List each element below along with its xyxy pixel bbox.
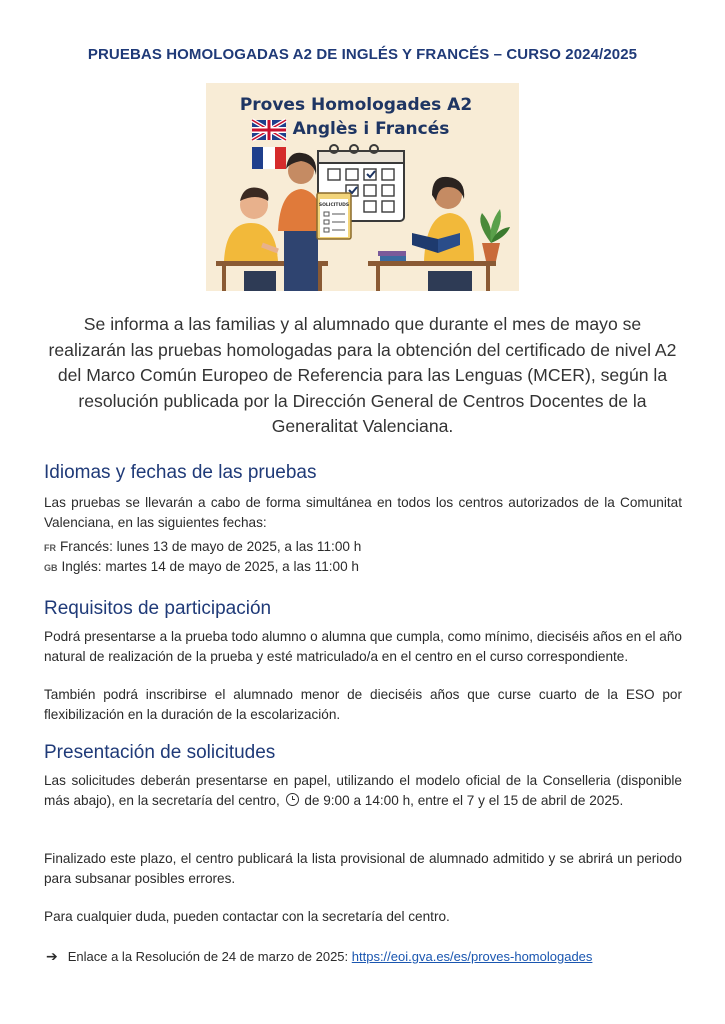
section-title-solicitudes: Presentación de solicitudes: [44, 742, 276, 763]
page-title: PRUEBAS HOMOLOGADAS A2 DE INGLÉS Y FRANCÉS – CURSO 2024/2025: [87, 46, 638, 63]
section-title-idiomas: Idiomas y fechas de las pruebas: [44, 462, 317, 483]
gb-flag-icon: GB: [44, 563, 58, 573]
illustration: [206, 83, 519, 291]
resolution-link[interactable]: https://eoi.gva.es/es/proves-homologades: [351, 949, 593, 964]
solicitudes-text-before: Las solicitudes deberán presentarse en papel, utilizando el modelo oficial de la Conselleria (disponible más abajo), en la secretaría del centro,: [44, 773, 682, 808]
france-flag-icon: [252, 147, 286, 169]
illustration-heading-1: Proves Homologades A2: [239, 95, 473, 115]
clock-icon: [286, 793, 299, 806]
resolution-link-text: Enlace a la Resolución de 24 de marzo de 2025:: [67, 949, 352, 964]
illustration-heading-2: Anglès i Francés: [292, 119, 450, 139]
idiomas-text: Las pruebas se llevarán a cabo de forma simultánea en todos los centros autorizados de la Comunitat Valenciana, en las siguientes fechas:: [44, 495, 682, 530]
solicitudes-text-1: [44, 771, 682, 810]
solicitudes-text-2: Finalizado este plazo, el centro publicará la lista provisional de alumnado admitido y se abrirá un periodo para subsanar posibles errores.: [44, 851, 682, 886]
right-table: [368, 261, 496, 266]
section-title-requisitos: Requisitos de participación: [44, 598, 272, 619]
solicitudes-text-after: de 9:00 a 14:00 h, entre el 7 y el 15 de abril de 2025.: [304, 792, 624, 808]
resolution-link-line: [46, 948, 592, 965]
date-french: [44, 539, 361, 554]
fr-flag-icon: FR: [44, 543, 56, 553]
intro-paragraph: Se informa a las familias y al alumnado que durante el mes de mayo se realizarán las pruebas homologadas para la obtención del certificado de nivel A2 del Marco Común Europeo de Referencia para las Lenguas (MCER), según la resolución publicada por la Dirección General de Centros Docentes de la Generalitat Valenciana.: [48, 314, 677, 436]
clipboard-label: SOLICITUDS: [318, 203, 350, 208]
solicitudes-text-3: Para cualquier duda, pueden contactar con la secretaría del centro.: [44, 909, 450, 924]
arrow-right-icon: ➔: [46, 948, 58, 964]
requisitos-text-2: También podrá inscribirse el alumnado menor de dieciséis años que curse cuarto de la ESO por flexibilización en la duración de la escolarización.: [44, 687, 682, 722]
date-french-text: Francés: lunes 13 de mayo de 2025, a las 11:00 h: [60, 539, 362, 554]
requisitos-text-1: Podrá presentarse a la prueba todo alumno o alumna que cumpla, como mínimo, dieciséis años en el año natural de realización de la prueba y esté matriculado/a en el centro en el curso correspondiente.: [44, 629, 682, 664]
uk-flag-icon: [252, 120, 286, 140]
date-english: [44, 559, 359, 574]
date-english-text: Inglés: martes 14 de mayo de 2025, a las 11:00 h: [61, 559, 359, 574]
